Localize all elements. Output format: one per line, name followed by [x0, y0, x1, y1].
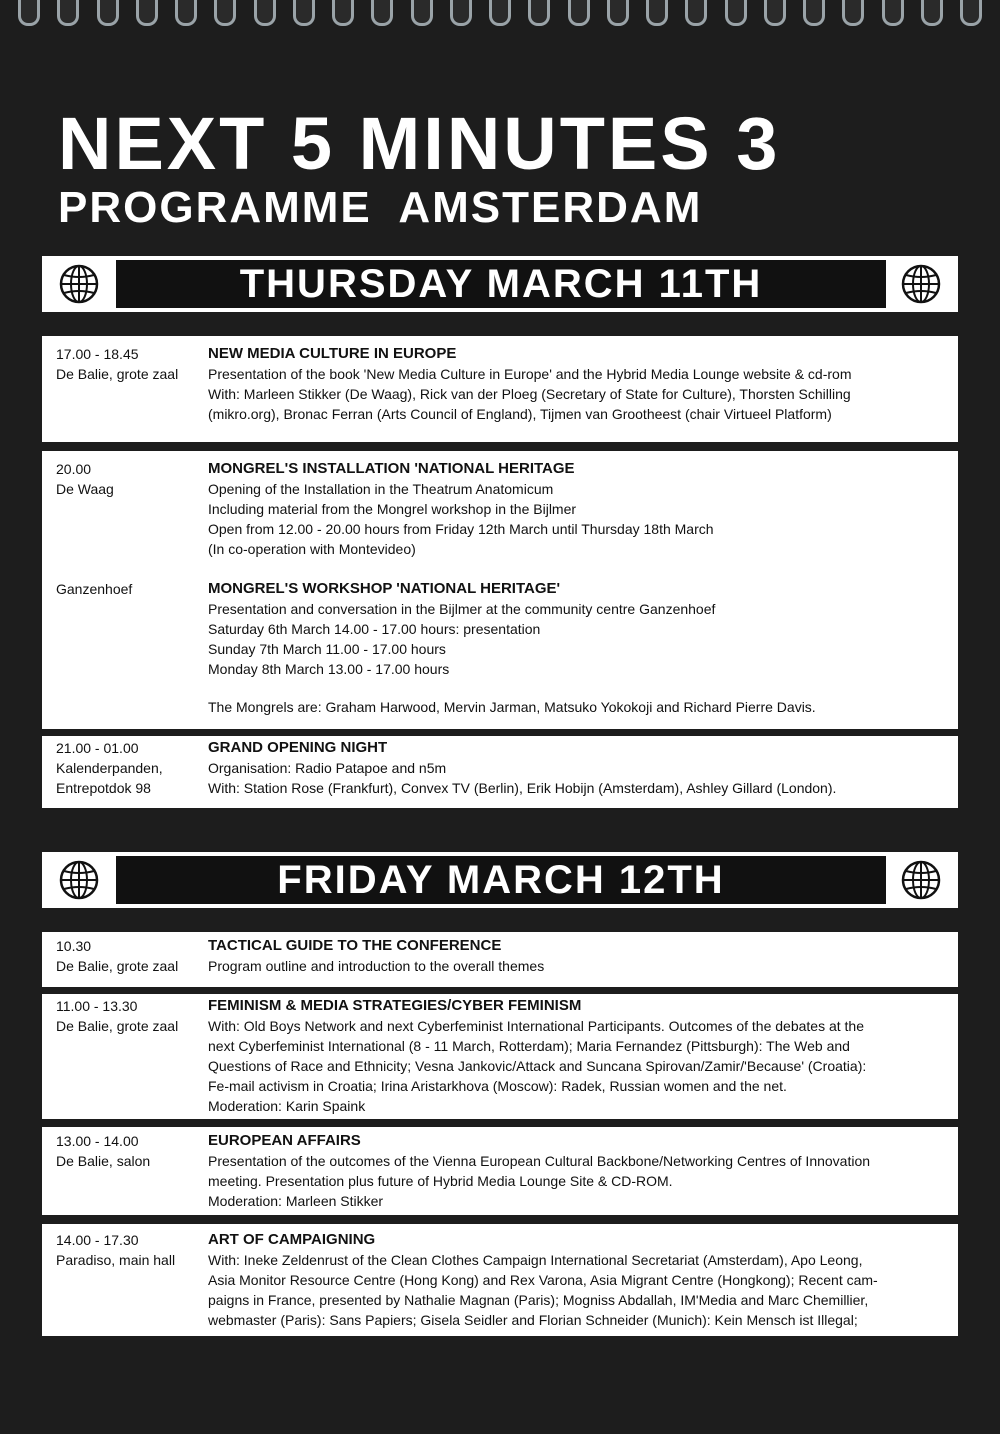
event-line: Saturday 6th March 14.00 - 17.00 hours: presentation	[208, 621, 541, 637]
event-time: 20.00	[56, 461, 92, 477]
event-time: 10.30	[56, 938, 92, 954]
event-content	[208, 936, 944, 976]
event-line: Organisation: Radio Patapoe and n5m	[208, 760, 447, 776]
day-heading-label: FRIDAY MARCH 12TH	[116, 856, 886, 904]
event-line: paigns in France, presented by Nathalie Magnan (Paris); Mogniss Abdallah, IM'Media and Marc Chemillier,	[208, 1292, 869, 1308]
globe-icon	[900, 859, 942, 901]
event-time: 11.00 - 13.30	[56, 998, 138, 1014]
event-block	[42, 1224, 958, 1336]
event-line: Moderation: Marleen Stikker	[208, 1193, 384, 1209]
event-content	[208, 738, 944, 798]
event-block	[42, 736, 958, 808]
event-note: The Mongrels are: Graham Harwood, Mervin Jarman, Matsuko Yokokoji and Richard Pierre Davis.	[208, 699, 816, 715]
event-title: EUROPEAN AFFAIRS	[208, 1132, 361, 1149]
event-line: next Cyberfeminist International (8 - 11 March, Rotterdam); Maria Fernandez (Pittsburgh): The Web and	[208, 1038, 850, 1054]
event-time: 14.00 - 17.30	[56, 1232, 139, 1248]
event-line: meeting. Presentation plus future of Hybrid Media Lounge Site & CD-ROM.	[208, 1173, 673, 1189]
event-block	[42, 1127, 958, 1215]
event-place: De Balie, grote zaal	[56, 958, 179, 974]
event-line: With: Station Rose (Frankfurt), Convex TV (Berlin), Erik Hobijn (Amsterdam), Ashley Gillard (London).	[208, 780, 837, 796]
day-heading-thursday	[42, 256, 958, 312]
page-title: NEXT 5 MINUTES 3	[58, 102, 781, 185]
event-line: Questions of Race and Ethnicity; Vesna Jankovic/Attack and Suncana Spirovan/Zamir/'Because' (Croatia):	[208, 1058, 867, 1074]
event-line: Opening of the Installation in the Theatrum Anatomicum	[208, 481, 554, 497]
event-line: Presentation and conversation in the Bijlmer at the community centre Ganzenhoef	[208, 601, 716, 617]
event-block	[42, 451, 958, 729]
event-place: Entrepotdok 98	[56, 780, 151, 796]
event-line: Including material from the Mongrel workshop in the Bijlmer	[208, 501, 577, 517]
event-line: With: Marleen Stikker (De Waag), Rick van der Ploeg (Secretary of State for Culture), Thorsten Schilling	[208, 386, 851, 402]
event-title: ART OF CAMPAIGNING	[208, 1231, 376, 1248]
event-time: 17.00 - 18.45	[56, 346, 139, 362]
event-place: De Balie, grote zaal	[56, 366, 179, 382]
event-line: With: Old Boys Network and next Cyberfeminist International Participants. Outcomes of the debates at the	[208, 1018, 864, 1034]
event-content	[208, 1131, 944, 1211]
event-content	[208, 1230, 944, 1330]
event-place: Paradiso, main hall	[56, 1252, 176, 1268]
event-line: Fe-mail activism in Croatia; Irina Aristarkhova (Moscow): Radek, Russian women and the net.	[208, 1078, 787, 1094]
event-block	[42, 336, 958, 442]
event-line: Open from 12.00 - 20.00 hours from Friday 12th March until Thursday 18th March	[208, 521, 714, 537]
event-line: Presentation of the outcomes of the Vienna European Cultural Backbone/Networking Centres of Innovation	[208, 1153, 871, 1169]
event-line: webmaster (Paris): Sans Papiers; Gisela Seidler and Florian Schneider (Munich): Kein Mensch ist Illegal;	[208, 1312, 858, 1328]
event-line: Monday 8th March 13.00 - 17.00 hours	[208, 661, 450, 677]
event-time: 21.00 - 01.00	[56, 740, 139, 756]
day-heading-label: THURSDAY MARCH 11TH	[116, 260, 886, 308]
event-place: Ganzenhoef	[56, 581, 133, 597]
event-line: (In co-operation with Montevideo)	[208, 541, 416, 557]
page-subtitle: PROGRAMME AMSTERDAM	[58, 183, 703, 232]
event-line: Sunday 7th March 11.00 - 17.00 hours	[208, 641, 446, 657]
event-title: FEMINISM & MEDIA STRATEGIES/CYBER FEMINISM	[208, 997, 582, 1014]
event-line: With: Ineke Zeldenrust of the Clean Clothes Campaign International Secretariat (Amsterdam), Apo Leong,	[208, 1252, 863, 1268]
globe-icon	[58, 263, 100, 305]
event-line: Program outline and introduction to the overall themes	[208, 958, 545, 974]
event-block	[42, 932, 958, 987]
event-line: Presentation of the book 'New Media Culture in Europe' and the Hybrid Media Lounge website & cd-rom	[208, 366, 852, 382]
event-title: TACTICAL GUIDE TO THE CONFERENCE	[208, 937, 502, 954]
event-time: 13.00 - 14.00	[56, 1133, 139, 1149]
event-title: GRAND OPENING NIGHT	[208, 739, 388, 756]
globe-icon	[58, 859, 100, 901]
event-line: (mikro.org), Bronac Ferran (Arts Council of England), Tijmen van Grootheest (chair Virtueel Platform)	[208, 406, 832, 422]
event-content	[208, 459, 944, 559]
event-place: De Waag	[56, 481, 114, 497]
event-block	[42, 994, 958, 1119]
event-line: Asia Monitor Resource Centre (Hong Kong) and Rex Varona, Asia Migrant Centre (Hongkong); Recent cam-	[208, 1272, 878, 1288]
event-title: MONGREL'S INSTALLATION 'NATIONAL HERITAGE	[208, 460, 575, 477]
event-place: Kalenderpanden,	[56, 760, 163, 776]
spiral-binding	[0, 0, 1000, 30]
event-place: De Balie, grote zaal	[56, 1018, 179, 1034]
day-heading-friday	[42, 852, 958, 908]
event-content	[208, 579, 944, 717]
event-content	[208, 344, 944, 424]
event-title: NEW MEDIA CULTURE IN EUROPE	[208, 345, 457, 362]
event-title: MONGREL'S WORKSHOP 'NATIONAL HERITAGE'	[208, 580, 561, 597]
event-place: De Balie, salon	[56, 1153, 151, 1169]
event-content	[208, 996, 944, 1116]
globe-icon	[900, 263, 942, 305]
event-line: Moderation: Karin Spaink	[208, 1098, 366, 1114]
